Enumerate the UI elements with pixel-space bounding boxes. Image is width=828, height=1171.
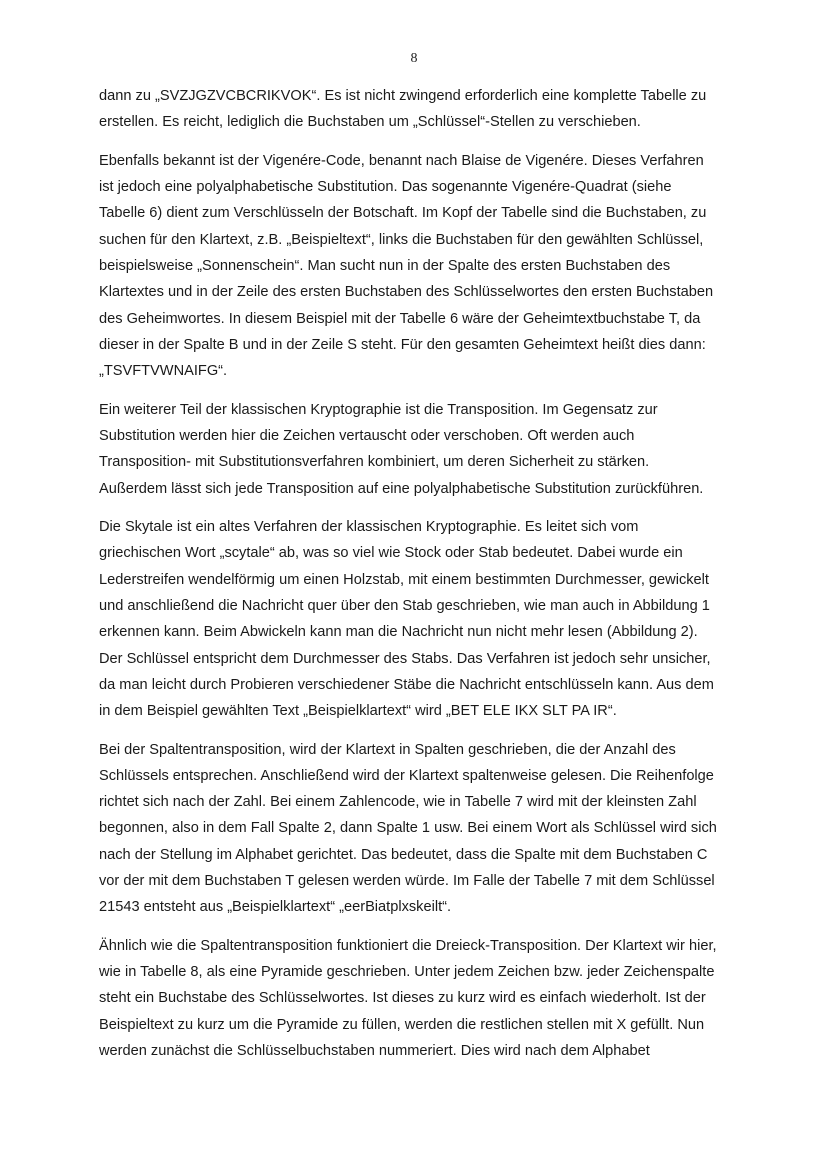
text-line: steht ein Buchstabe des Schlüsselwortes. Ist dieses zu kurz wird es einfach wiederholt. Ist der — [99, 990, 706, 1007]
text-line: Beispieltext zu kurz um die Pyramide zu füllen, werden die restlichen stellen mit X gefüllt. Nun — [99, 1016, 705, 1033]
text-line: dann zu „SVZJGZVCBCRIKVOK“. Es ist nicht zwingend erforderlich eine komplette Tabelle zu — [99, 88, 707, 104]
text-line: Klartextes und in der Zeile des ersten Buchstaben des Schlüsselwortes den ersten Buchstaben — [99, 284, 714, 301]
text-line: vor der mit dem Buchstaben T gelesen werden würde. Im Falle der Tabelle 7 mit dem Schlüssel — [99, 873, 715, 890]
text-line: in dem Beispiel gewählten Text „Beispielklartext“ wird „BET ELE IKX SLT PA IR“. — [99, 703, 617, 720]
text-line: Lederstreifen wendelförmig um einen Holzstab, mit einem bestimmten Durchmesser, gewickelt — [99, 571, 709, 588]
text-line: Schlüssels entsprechen. Anschließend wird der Klartext spaltenweise gelesen. Die Reihenfolge — [99, 767, 714, 784]
text-line: Tabelle 6) dient zum Verschlüsseln der Botschaft. Im Kopf der Tabelle sind die Buchstaben, zu — [99, 205, 707, 222]
text-line: werden zunächst die Schlüsselbuchstaben nummeriert. Dies wird nach dem Alphabet — [99, 1043, 650, 1060]
body-text — [99, 83, 754, 1077]
text-line: Ähnlich wie die Spaltentransposition funktioniert die Dreieck-Transposition. Der Klartext wir hier, — [99, 937, 717, 954]
paragraph-triangle-transposition — [99, 933, 754, 1064]
text-line: Substitution werden hier die Zeichen vertauscht oder verschoben. Oft werden auch — [99, 427, 635, 444]
text-line: Außerdem lässt sich jede Transposition auf eine polyalphabetische Substitution zurückführen. — [99, 480, 704, 497]
text-line: da man leicht durch Probieren verschiedener Stäbe die Nachricht entschlüsseln kann. Aus dem — [99, 676, 714, 693]
text-line: nach der Stellung im Alphabet gerichtet. Das bedeutet, dass die Spalte mit dem Buchstaben C — [99, 846, 708, 863]
text-line: Ebenfalls bekannt ist der Vigenére-Code, benannt nach Blaise de Vigenére. Dieses Verfahren — [99, 152, 704, 169]
text-line: wie in Tabelle 8, als eine Pyramide geschrieben. Unter jedem Zeichen bzw. jeder Zeichenspalte — [99, 964, 715, 981]
paragraph-caesar-continued — [99, 83, 754, 136]
text-line: suchen für den Klartext, z.B. „Beispieltext“, links die Buchstaben für den gewählten Schlüssel, — [99, 231, 704, 248]
text-line: 21543 entsteht aus „Beispielklartext“ „eerBiatplxskeilt“. — [99, 899, 452, 916]
text-line: Die Skytale ist ein altes Verfahren der klassischen Kryptographie. Es leitet sich vom — [99, 519, 639, 536]
paragraph-transposition — [99, 397, 754, 502]
text-line: dieser in der Spalte B und in der Zeile S steht. Für den gesamten Geheimtext heißt dies dann: — [99, 336, 706, 353]
text-line: beispielsweise „Sonnenschein“. Man sucht nun in der Spalte des ersten Buchstaben des — [99, 257, 671, 274]
text-line: ist jedoch eine polyalphabetische Substitution. Das sogenannte Vigenére-Quadrat (siehe — [99, 179, 672, 196]
page-number: 8 — [410, 51, 418, 66]
text-line: „TSVFTVWNAIFG“. — [99, 363, 228, 380]
text-line: erstellen. Es reicht, lediglich die Buchstaben um „Schlüssel“-Stellen zu verschieben. — [99, 114, 641, 131]
text-line: erkennen kann. Beim Abwickeln kann man die Nachricht nun nicht mehr lesen (Abbildung 2). — [99, 624, 698, 641]
text-line: Transposition- mit Substitutionsverfahren kombiniert, um deren Sicherheit zu stärken. — [99, 454, 650, 471]
text-line: richtet sich nach der Zahl. Bei einem Zahlencode, wie in Tabelle 7 wird mit der kleinsten Zahl — [99, 794, 697, 811]
text-line: griechischen Wort „scytale“ ab, was so viel wie Stock oder Stab bedeutet. Dabei wurde ein — [99, 545, 683, 562]
text-line: Bei der Spaltentransposition, wird der Klartext in Spalten geschrieben, die der Anzahl des — [99, 741, 676, 758]
paragraph-skytale — [99, 514, 754, 724]
text-line: Der Schlüssel entspricht dem Durchmesser des Stabs. Das Verfahren ist jedoch sehr unsicher, — [99, 650, 711, 667]
paragraph-vigenere — [99, 148, 754, 385]
text-line: Ein weiterer Teil der klassischen Kryptographie ist die Transposition. Im Gegensatz zur — [99, 401, 658, 418]
text-line: begonnen, also in dem Fall Spalte 2, dann Spalte 1 usw. Bei einem Wort als Schlüssel wird sich — [99, 820, 717, 837]
text-line: des Geheimwortes. In diesem Beispiel mit der Tabelle 6 wäre der Geheimtextbuchstabe T, da — [99, 310, 701, 327]
paragraph-column-transposition — [99, 737, 754, 921]
text-line: und anschließend die Nachricht quer über den Stab geschrieben, wie man auch in Abbildung 1 — [99, 597, 710, 614]
